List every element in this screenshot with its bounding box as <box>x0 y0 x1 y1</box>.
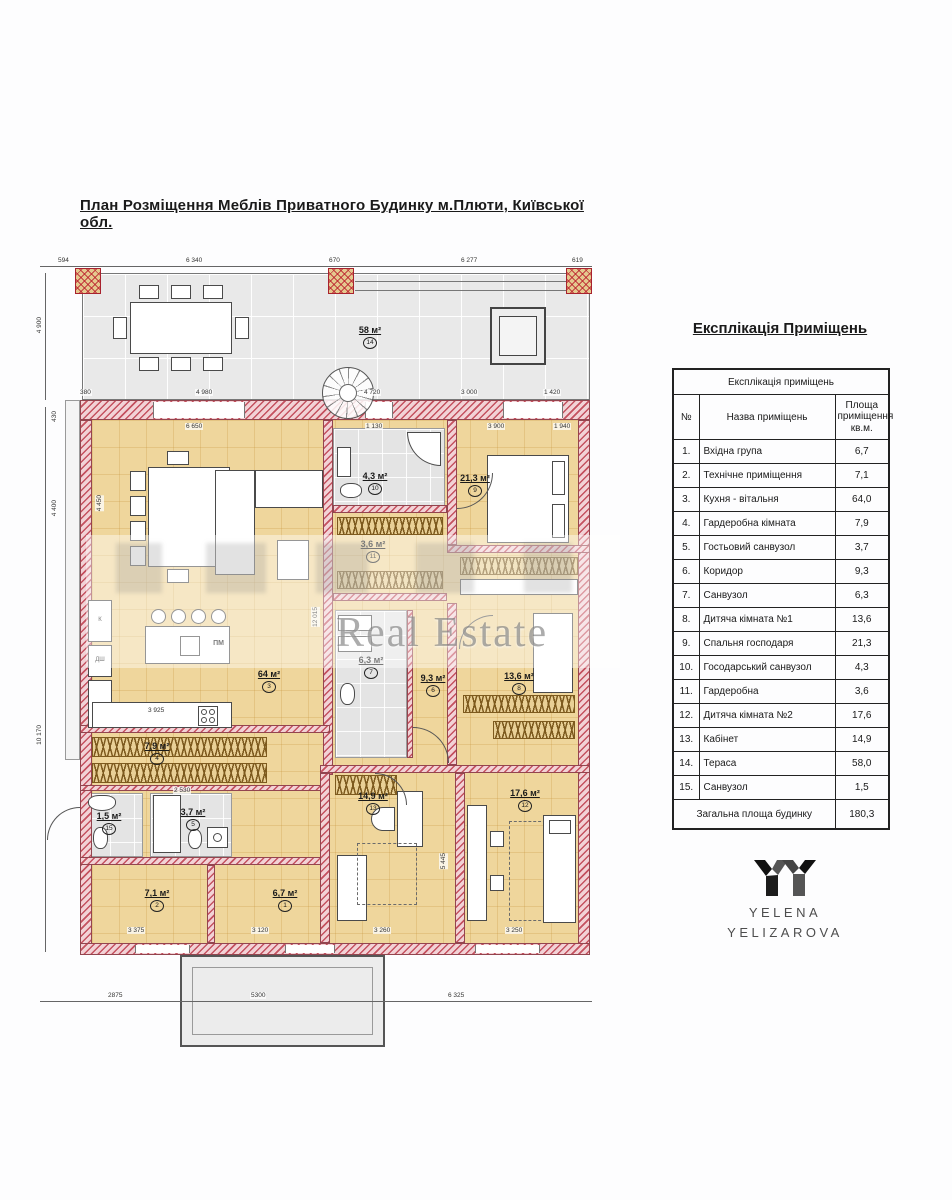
room-area-label: 21,3 м² <box>460 473 490 483</box>
dim-bottom-1: 2875 <box>108 992 123 999</box>
wardrobe-rail <box>493 721 575 739</box>
explication-table <box>672 368 894 830</box>
pillow <box>552 461 565 495</box>
room-area-label: 7,1 м² <box>144 888 170 898</box>
sofa <box>255 470 323 508</box>
oven-label: ДШ <box>95 657 105 663</box>
wall-entry-office <box>320 773 330 943</box>
wall-master-closet <box>447 545 590 553</box>
wall-wet-hall <box>80 857 330 865</box>
room-label-tech <box>135 888 179 912</box>
dim-left-4: 10 170 <box>36 725 43 745</box>
hob-burner <box>201 717 207 723</box>
col-header-name: Назва приміщень <box>699 395 835 440</box>
dim-wardrobe-w: 2 530 <box>174 787 191 794</box>
column-right <box>566 268 592 294</box>
window-bottom-2 <box>475 945 540 953</box>
bar-stool <box>211 609 226 624</box>
terrace-chair <box>235 317 249 339</box>
room-area-label: 6,3 м² <box>358 655 384 665</box>
dim-hall-h: 12 015 <box>312 607 319 627</box>
total-label: Загальна площа будинку <box>673 800 835 830</box>
room-number-badge: 7 <box>364 667 378 679</box>
dim-bottom-3: 6 325 <box>448 992 465 999</box>
kids2-chair <box>490 875 504 891</box>
logo-mark-icon <box>752 858 818 898</box>
table-row: 1. Вхідна група 6,7 <box>673 440 889 464</box>
wall-wardrobe-wet <box>80 785 330 791</box>
kitchen-island <box>145 626 230 664</box>
table-row: 13. Кабінет 14,9 <box>673 728 889 752</box>
wardrobe-rail <box>92 763 267 783</box>
table-title: Експлікація приміщень <box>673 369 889 395</box>
dim-entry-w: 3 120 <box>252 927 269 934</box>
dimension-line-left-terrace <box>45 273 46 400</box>
dim-terr-1: 380 <box>80 389 91 396</box>
kids2-chair <box>490 831 504 847</box>
room-number-badge: 6 <box>426 685 440 697</box>
room-number-badge: 15 <box>102 823 116 835</box>
dim-bath-w: 1 130 <box>366 423 383 430</box>
wall-tech-entry <box>207 865 215 943</box>
table-row: 7. Санвузол 6,3 <box>673 584 889 608</box>
room-label-kids1 <box>497 671 541 695</box>
dining-chair <box>130 521 146 541</box>
room-number-badge: 11 <box>366 551 380 563</box>
dim-living-w: 6 650 <box>186 423 203 430</box>
room-area-label: 3,7 м² <box>180 807 206 817</box>
room-label-wc <box>349 655 393 679</box>
room-label-office <box>351 791 395 815</box>
room-area-label: 13,6 м² <box>504 671 534 681</box>
ottoman <box>277 540 309 580</box>
room-area-label: 14,9 м² <box>358 791 388 801</box>
terrace-dining-table <box>130 302 232 354</box>
wall-under-wardrobe2 <box>333 593 447 601</box>
spiral-staircase-center <box>339 384 357 402</box>
room-number-badge: 8 <box>512 683 526 695</box>
table-row: 4. Гардеробна кімната 7,9 <box>673 512 889 536</box>
window-terrace-bedroom <box>503 402 563 418</box>
room-label-small-wc <box>87 811 131 835</box>
table-row: 9. Спальня господаря 21,3 <box>673 632 889 656</box>
room-number-badge: 1 <box>278 900 292 912</box>
washer-door <box>213 833 222 842</box>
dimension-line-top <box>40 266 592 267</box>
dim-terr-5: 1 420 <box>544 389 561 396</box>
wardrobe-rail <box>337 571 443 589</box>
dim-terr-3: 4 720 <box>364 389 381 396</box>
room-number-badge: 4 <box>150 753 164 765</box>
bar-stool <box>151 609 166 624</box>
room-area-label: 9,3 м² <box>420 673 446 683</box>
sink <box>88 795 116 811</box>
dishwasher-label: ПМ <box>213 640 224 647</box>
dining-chair <box>130 471 146 491</box>
table-row: 5. Гостьовий санвузол 3,7 <box>673 536 889 560</box>
terrace-chair <box>139 357 159 371</box>
dining-chair <box>167 569 189 583</box>
pillow <box>549 820 571 834</box>
wall-right <box>578 420 590 955</box>
explication-heading: Експлікація Приміщень <box>692 320 868 337</box>
dim-top-2: 6 340 <box>186 257 203 264</box>
terrace-chair <box>171 285 191 299</box>
dim-bottom-2: 5300 <box>251 992 266 999</box>
room-label-corridor <box>411 673 455 697</box>
dim-living-h: 4 450 <box>96 495 103 512</box>
room-label-wardrobe2 <box>351 539 395 563</box>
terrace-chair <box>171 357 191 371</box>
room-number-badge: 14 <box>363 337 377 349</box>
dim-top-4: 6 277 <box>461 257 478 264</box>
master-bed <box>487 455 569 543</box>
kids2-bed <box>543 815 576 923</box>
dim-master-w2: 1 940 <box>554 423 571 430</box>
total-value: 180,3 <box>835 800 889 830</box>
logo-name-line2: YELIZAROVA <box>727 925 843 941</box>
wardrobe-rail <box>460 557 578 575</box>
room-label-master <box>453 473 497 497</box>
dimension-line-left-house <box>45 407 46 952</box>
wall-under-bath <box>333 505 447 513</box>
wardrobe-rail <box>92 737 267 757</box>
sink <box>338 615 372 631</box>
table-row: 11. Гардеробна 3,6 <box>673 680 889 704</box>
terrace-chair <box>203 285 223 299</box>
room-area-label: 58 м² <box>358 325 382 335</box>
column-middle <box>328 268 354 294</box>
room-label-living <box>247 669 291 693</box>
bar-stool <box>171 609 186 624</box>
logo-name-line1: YELENA <box>748 905 822 920</box>
sofa-chaise <box>215 470 255 575</box>
rug <box>357 843 417 905</box>
entrance-door-gap <box>285 945 335 953</box>
col-header-num: № <box>673 395 699 440</box>
dim-left-1: 4 900 <box>36 317 43 334</box>
room-number-badge: 10 <box>368 483 382 495</box>
room-area-label: 6,7 м² <box>272 888 298 898</box>
table-row: 6. Коридор 9,3 <box>673 560 889 584</box>
table-row: 15. Санвузол 1,5 <box>673 776 889 800</box>
hob <box>198 706 218 726</box>
table-row: 12. Дитяча кімната №2 17,6 <box>673 704 889 728</box>
brand-logo <box>700 858 870 943</box>
bar-stool <box>191 609 206 624</box>
closet-shelf <box>460 579 578 595</box>
wall-living-middle <box>323 420 333 775</box>
dining-chair <box>130 496 146 516</box>
oven <box>88 645 112 677</box>
pillow <box>552 504 565 538</box>
room-number-badge: 12 <box>518 800 532 812</box>
dim-kids2-h: 5 445 <box>440 853 447 870</box>
skylight-inner <box>499 316 537 356</box>
hob-burner <box>209 709 215 715</box>
dim-terr-2: 4 980 <box>196 389 213 396</box>
terrace-chair <box>113 317 127 339</box>
room-label-entry <box>263 888 307 912</box>
sink <box>337 447 351 477</box>
page-title: План Розміщення Меблів Приватного Будинку м.Плюти, Київської обл. <box>80 197 584 231</box>
room-area-label: 4,3 м² <box>362 471 388 481</box>
kitchen-counter <box>92 702 232 728</box>
toilet <box>188 829 202 849</box>
room-number-badge: 5 <box>186 819 200 831</box>
table-row: 8. Дитяча кімната №1 13,6 <box>673 608 889 632</box>
room-area-label: 17,6 м² <box>510 788 540 798</box>
dining-chair <box>167 451 189 465</box>
terrace-chair <box>203 357 223 371</box>
col-header-area: Площа приміщення кв.м. <box>835 395 889 440</box>
island-sink <box>180 636 200 656</box>
fridge <box>88 600 112 642</box>
room-area-label: 1,5 м² <box>96 811 122 821</box>
dim-terr-4: 3 000 <box>461 389 478 396</box>
dining-chair <box>130 546 146 566</box>
skylight <box>490 307 546 365</box>
column-left <box>75 268 101 294</box>
dim-left-3: 4 400 <box>51 500 58 517</box>
room-area-label: 7,9 м² <box>144 741 170 751</box>
dim-master-w: 3 900 <box>488 423 505 430</box>
room-number-badge: 2 <box>150 900 164 912</box>
room-label-terrace <box>348 325 392 349</box>
floor-plan <box>35 255 620 1060</box>
table-row: 10. Госодарський санвузол 4,3 <box>673 656 889 680</box>
window-bottom-1 <box>135 945 190 953</box>
room-number-badge: 9 <box>468 485 482 497</box>
room-label-kids2 <box>503 788 547 812</box>
dim-kitchen-w: 3 925 <box>148 707 165 714</box>
room-number-badge: 3 <box>262 681 276 693</box>
wall-corridor-office <box>320 765 590 773</box>
fridge-label: К <box>98 617 102 623</box>
table-row: 14. Тераса 58,0 <box>673 752 889 776</box>
side-path <box>65 400 80 760</box>
wardrobe-rail <box>463 695 575 713</box>
dim-top-3: 670 <box>329 257 340 264</box>
dim-top-5: 619 <box>572 257 583 264</box>
hob-burner <box>201 709 207 715</box>
kids2-desk <box>467 805 487 921</box>
hob-burner <box>209 717 215 723</box>
wardrobe-rail <box>337 517 443 535</box>
room-area-label: 64 м² <box>257 669 281 679</box>
room-label-guest-wc <box>171 807 215 831</box>
dim-tech-w: 3 375 <box>128 927 145 934</box>
room-label-master-wc <box>353 471 397 495</box>
window-terrace-living <box>153 402 245 418</box>
room-area-label: 3,6 м² <box>360 539 386 549</box>
wall-office-kids2 <box>455 773 465 943</box>
toilet <box>340 683 355 705</box>
terrace-railing <box>355 281 571 291</box>
room-label-wardrobe <box>135 741 179 765</box>
table-total-row <box>673 800 889 830</box>
sink <box>338 636 372 652</box>
dimension-line-bottom <box>40 1001 592 1002</box>
terrace-chair <box>139 285 159 299</box>
room-number-badge: 13 <box>366 803 380 815</box>
table-row: 2. Технічне приміщення 7,1 <box>673 464 889 488</box>
table-row: 3. Кухня - вітальня 64,0 <box>673 488 889 512</box>
wc-door-arc <box>47 807 80 840</box>
dim-kids2-w: 3 250 <box>506 927 523 934</box>
dim-top-1: 594 <box>58 257 69 264</box>
dim-left-2: 430 <box>51 411 58 422</box>
dim-office-w: 3 260 <box>374 927 391 934</box>
watermark-text: Real Estate <box>336 610 549 656</box>
